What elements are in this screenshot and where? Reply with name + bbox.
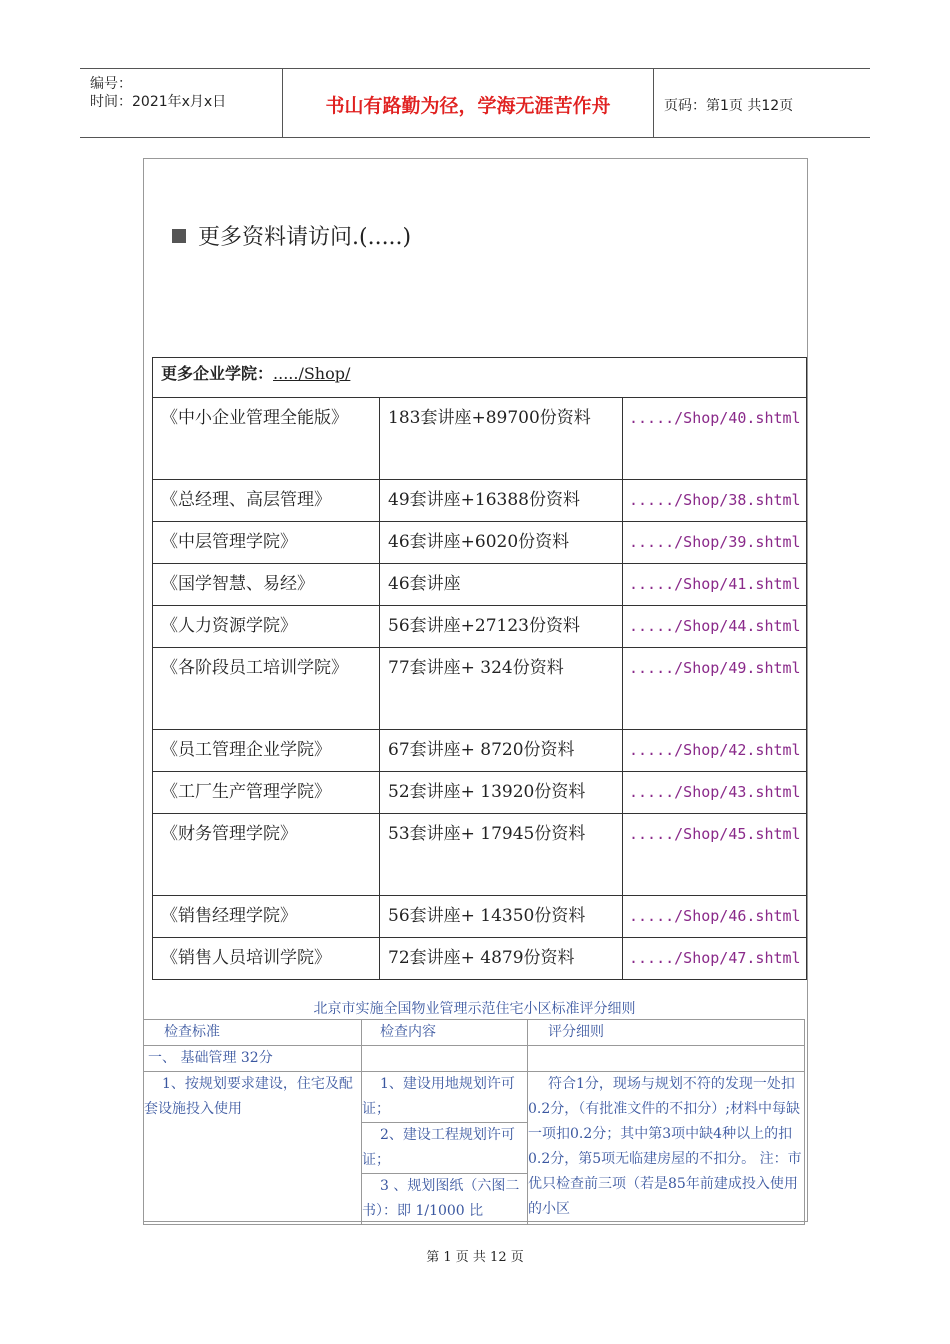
course-desc: 46套讲座 (380, 564, 623, 606)
course-name: 《总经理、高层管理》 (153, 480, 380, 522)
course-desc: 52套讲座+ 13920份资料 (380, 772, 623, 814)
course-name: 《国学智慧、易经》 (153, 564, 380, 606)
course-name: 《人力资源学院》 (153, 606, 380, 648)
square-bullet-icon (172, 229, 186, 243)
header-standard: 检查标准 (144, 1020, 362, 1046)
scoring-row (144, 1072, 805, 1123)
course-desc: 49套讲座+16388份资料 (380, 480, 623, 522)
table-row (153, 564, 807, 606)
course-table (152, 357, 807, 980)
header-motto-cell (283, 69, 654, 137)
scoring-section-row (144, 1046, 805, 1072)
course-table-head-row (153, 358, 807, 398)
course-link[interactable]: ...../Shop/49.shtml (623, 648, 807, 730)
course-link[interactable]: ...../Shop/44.shtml (623, 606, 807, 648)
course-link[interactable]: ...../Shop/40.shtml (623, 398, 807, 480)
standard-text: 1、按规划要求建设，住宅及配套设施投入使用 (144, 1072, 362, 1225)
course-link[interactable]: ...../Shop/47.shtml (623, 938, 807, 980)
course-link[interactable]: ...../Shop/46.shtml (623, 896, 807, 938)
header-meta-cell (80, 69, 283, 137)
course-desc: 183套讲座+89700份资料 (380, 398, 623, 480)
scoring-header-row (144, 1020, 805, 1046)
header-detail: 评分细则 (528, 1020, 805, 1046)
motto: 书山有路勤为径，学海无涯苦作舟 (325, 95, 611, 117)
course-link[interactable]: ...../Shop/39.shtml (623, 522, 807, 564)
table-row (153, 814, 807, 896)
course-desc: 67套讲座+ 8720份资料 (380, 730, 623, 772)
header-page-cell (654, 69, 870, 137)
table-row (153, 398, 807, 480)
course-link[interactable]: ...../Shop/43.shtml (623, 772, 807, 814)
table-row (153, 522, 807, 564)
section-label: 一、 基础管理 32分 (144, 1046, 362, 1072)
page-info: 页码：第1页 共12页 (664, 98, 794, 114)
scoring-title: 北京市实施全国物业管理示范住宅小区标准评分细则 (313, 1001, 636, 1017)
number-label: 编号： (90, 76, 132, 92)
table-row (153, 772, 807, 814)
visit-line (172, 220, 411, 251)
head-link[interactable]: ...../Shop/ (273, 364, 351, 383)
content-item: 1、建设用地规划许可证； (362, 1072, 528, 1123)
table-row (153, 480, 807, 522)
head-label: 更多企业学院： (161, 364, 274, 383)
course-name: 《中小企业管理全能版》 (153, 398, 380, 480)
course-desc: 46套讲座+6020份资料 (380, 522, 623, 564)
visit-text: 更多资料请访问.(.....) (198, 225, 412, 250)
table-row (153, 730, 807, 772)
course-desc: 53套讲座+ 17945份资料 (380, 814, 623, 896)
course-desc: 56套讲座+27123份资料 (380, 606, 623, 648)
course-name: 《员工管理企业学院》 (153, 730, 380, 772)
course-name: 《各阶段员工培训学院》 (153, 648, 380, 730)
course-link[interactable]: ...../Shop/42.shtml (623, 730, 807, 772)
header-content: 检查内容 (362, 1020, 528, 1046)
detail-text: 符合1分，现场与规划不符的发现一处扣0.2分，（有批准文件的不扣分）;材料中每缺一项扣0.2分；其中第3项中缺4种以上的扣0.2分，第5项无临建房屋的不扣分。 注：市优只检查前三项（若是85年前建成投入使用的小区 (528, 1072, 805, 1225)
page-header (80, 68, 870, 138)
empty-cell (528, 1046, 805, 1072)
course-desc: 77套讲座+ 324份资料 (380, 648, 623, 730)
content-item: 2、建设工程规划许可证； (362, 1123, 528, 1174)
table-row (153, 648, 807, 730)
table-row (153, 938, 807, 980)
course-table-head (153, 358, 807, 398)
course-link[interactable]: ...../Shop/38.shtml (623, 480, 807, 522)
course-link[interactable]: ...../Shop/45.shtml (623, 814, 807, 896)
page-footer: 第 1 页 共 12 页 (426, 1250, 524, 1265)
course-desc: 72套讲座+ 4879份资料 (380, 938, 623, 980)
course-desc: 56套讲座+ 14350份资料 (380, 896, 623, 938)
course-name: 《销售经理学院》 (153, 896, 380, 938)
course-name: 《工厂生产管理学院》 (153, 772, 380, 814)
course-name: 《中层管理学院》 (153, 522, 380, 564)
table-row (153, 606, 807, 648)
empty-cell (362, 1046, 528, 1072)
time-label: 时间：2021年x月x日 (90, 94, 227, 110)
course-link[interactable]: ...../Shop/41.shtml (623, 564, 807, 606)
table-row (153, 896, 807, 938)
content-item: 3 、规划图纸（六图二书）：即 1/1000 比 (362, 1174, 528, 1225)
course-name: 《销售人员培训学院》 (153, 938, 380, 980)
scoring-table (143, 1019, 805, 1225)
course-name: 《财务管理学院》 (153, 814, 380, 896)
